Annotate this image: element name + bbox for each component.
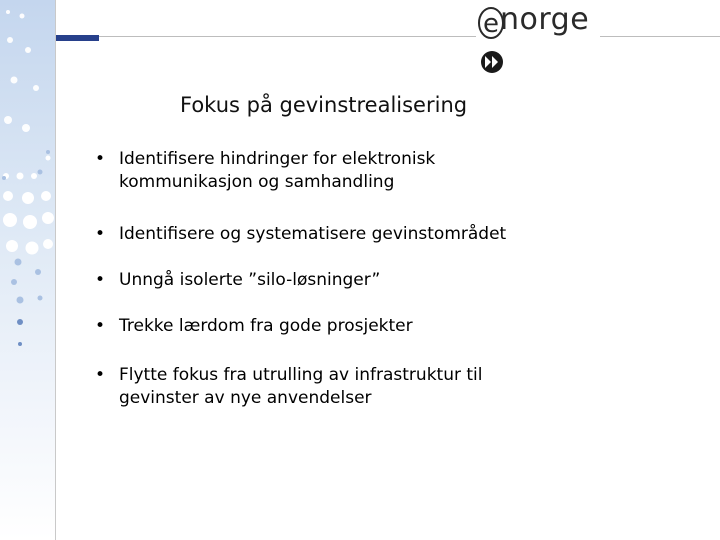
bullet-line: Unngå isolerte ”silo-løsninger” [119,270,381,290]
header-accent-bar [56,35,99,41]
bullet-item [95,364,695,410]
header-rule-left [99,36,476,37]
bullet-symbol: • [95,224,106,244]
bullet-line: Flytte fokus fra utrulling av infrastruktur til [119,365,483,385]
bullet-symbol: • [95,365,106,385]
bullet-symbol: • [95,149,106,169]
bullet-item [95,269,695,292]
bullet-symbol: • [95,270,106,290]
header-rule-right [600,36,720,37]
bullet-item [95,148,695,194]
logo-text: norge [500,2,590,37]
bullet-line: Identifisere hindringer for elektronisk [119,149,436,169]
logo-e-letter: e [483,9,499,39]
bullet-line: Identifisere og systematisere gevinstområdet [119,224,507,244]
bullet-line: kommunikasjon og samhandling [119,172,395,192]
dot-pattern-decoration [0,0,56,540]
bullet-item [95,315,695,338]
slide-title: Fokus på gevinstrealisering [180,93,468,117]
bullet-line: gevinster av nye anvendelser [119,388,372,408]
bullet-list [95,148,695,410]
left-vertical-rule [55,0,56,540]
bullet-line: Trekke lærdom fra gode prosjekter [119,316,413,336]
bullet-item [95,223,695,246]
bullet-symbol: • [95,316,106,336]
